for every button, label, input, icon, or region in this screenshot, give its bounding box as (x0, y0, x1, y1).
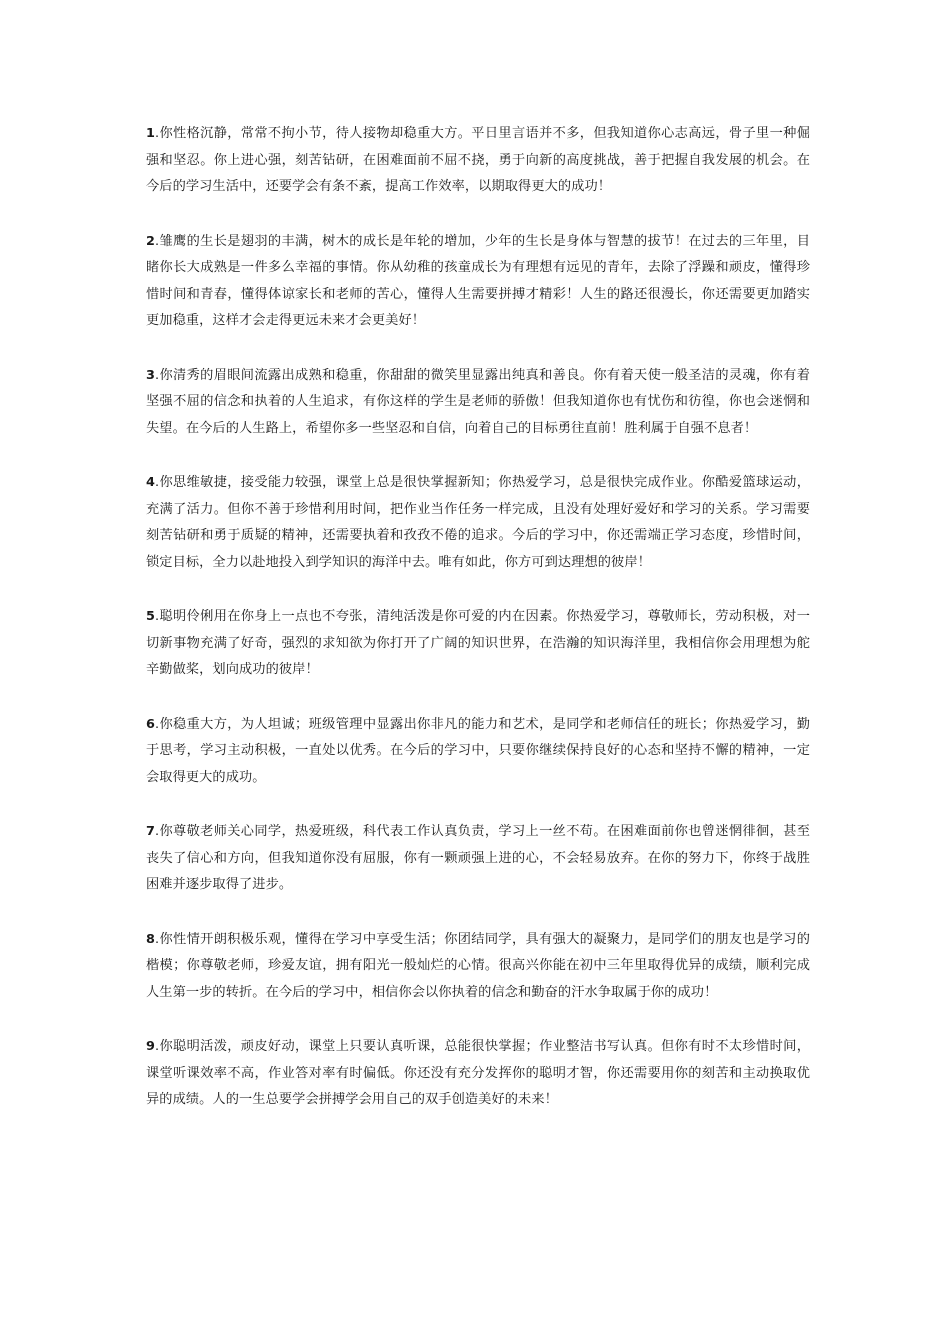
comment-paragraph-5: 5.聪明伶俐用在你身上一点也不夸张，清纯活泼是你可爱的内在因素。你热爱学习，尊敬师长，劳动积极，对一切新事物充满了好奇，强烈的求知欲为你打开了广阔的知识世界，在浩瀚的知识海洋里，我相信你会用理想为舵辛勤做桨，划向成功的彼岸！ (146, 609, 810, 677)
comment-paragraph-3: 3.你清秀的眉眼间流露出成熟和稳重，你甜甜的微笑里显露出纯真和善良。你有着天使一般圣洁的灵魂，你有着坚强不屈的信念和执着的人生追求，有你这样的学生是老师的骄傲！但我知道你也有忧伤和彷徨，你也会迷惘和失望。在今后的人生路上，希望你多一些坚忍和自信，向着自己的目标勇往直前！胜利属于自强不息者！ (146, 367, 810, 436)
paragraph-number: 7 (146, 824, 156, 839)
paragraph-number: 1 (146, 126, 156, 141)
paragraph-text: 你尊敬老师关心同学，热爱班级，科代表工作认真负责，学习上一丝不苟。在困难面前你也曾迷惘徘徊，甚至丧失了信心和方向，但我知道你没有屈服，你有一颗顽强上进的心，不会轻易放弃。在你的努力下，你终于战胜困难并逐步取得了进步。 (146, 824, 810, 892)
comment-paragraph-8: 8.你性情开朗积极乐观，懂得在学习中享受生活；你团结同学，具有强大的凝聚力，是同学们的朋友也是学习的楷模；你尊敬老师，珍爱友谊，拥有阳光一般灿烂的心情。很高兴你能在初中三年里取得优异的成绩，顺利完成人生第一步的转折。在今后的学习中，相信你会以你执着的信念和勤奋的汗水争取属于你的成功！ (146, 931, 810, 1000)
comment-paragraph-7: 7.你尊敬老师关心同学，热爱班级，科代表工作认真负责，学习上一丝不苟。在困难面前你也曾迷惘徘徊，甚至丧失了信心和方向，但我知道你没有屈服，你有一颗顽强上进的心，不会轻易放弃。在你的努力下，你终于战胜困难并逐步取得了进步。 (146, 824, 810, 892)
paragraph-text: 你清秀的眉眼间流露出成熟和稳重，你甜甜的微笑里显露出纯真和善良。你有着天使一般圣洁的灵魂，你有着坚强不屈的信念和执着的人生追求，有你这样的学生是老师的骄傲！但我知道你也有忧伤和彷徨，你也会迷惘和失望。在今后的人生路上，希望你多一些坚忍和自信，向着自己的目标勇往直前！胜利属于自强不息者！ (146, 367, 810, 436)
paragraph-number: 4 (146, 475, 156, 490)
comment-paragraph-6: 6.你稳重大方，为人坦诚；班级管理中显露出你非凡的能力和艺术，是同学和老师信任的班长；你热爱学习，勤于思考，学习主动积极，一直处以优秀。在今后的学习中，只要你继续保持良好的心态和坚持不懈的精神，一定会取得更大的成功。 (146, 716, 810, 785)
paragraph-number: 6 (146, 716, 156, 732)
paragraph-text: 雏鹰的生长是翅羽的丰满，树木的成长是年轮的增加，少年的生长是身体与智慧的拔节！在过去的三年里，目睹你长大成熟是一件多么幸福的事情。你从幼稚的孩童成长为有理想有远见的青年，去除了浮躁和顽皮，懂得珍惜时间和青春，懂得体谅家长和老师的苦心，懂得人生需要拼搏才精彩！人生的路还很漫长，你还需要更加踏实更加稳重，这样才会走得更远未来才会更美好！ (146, 233, 810, 328)
document-body (146, 121, 810, 1142)
paragraph-number: 5 (146, 609, 156, 624)
paragraph-text: 你性格沉静，常常不拘小节，待人接物却稳重大方。平日里言语并不多，但我知道你心志高远，骨子里一种倔强和坚忍。你上进心强，刻苦钻研，在困难面前不屈不挠，勇于向新的高度挑战，善于把握自我发展的机会。在今后的学习生活中，还要学会有条不紊，提高工作效率，以期取得更大的成功！ (146, 126, 810, 194)
comment-paragraph-1: 1.你性格沉静，常常不拘小节，待人接物却稳重大方。平日里言语并不多，但我知道你心志高远，骨子里一种倔强和坚忍。你上进心强，刻苦钻研，在困难面前不屈不挠，勇于向新的高度挑战，善于把握自我发展的机会。在今后的学习生活中，还要学会有条不紊，提高工作效率，以期取得更大的成功！ (146, 126, 810, 194)
paragraph-number: 9 (146, 1039, 156, 1054)
comment-paragraph-4: 4.你思维敏捷，接受能力较强，课堂上总是很快掌握新知；你热爱学习，总是很快完成作业。你酷爱篮球运动，充满了活力。但你不善于珍惜利用时间，把作业当作任务一样完成，且没有处理好爱好和学习的关系。学习需要刻苦钻研和勇于质疑的精神，还需要执着和孜孜不倦的追求。今后的学习中，你还需端正学习态度，珍惜时间，锁定目标，全力以赴地投入到学知识的海洋中去。唯有如此，你方可到达理想的彼岸！ (146, 475, 810, 570)
paragraph-text: 你稳重大方，为人坦诚；班级管理中显露出你非凡的能力和艺术，是同学和老师信任的班长；你热爱学习，勤于思考，学习主动积极，一直处以优秀。在今后的学习中，只要你继续保持良好的心态和坚持不懈的精神，一定会取得更大的成功。 (146, 716, 810, 785)
paragraph-number: 3 (146, 367, 156, 383)
paragraph-text: 你思维敏捷，接受能力较强，课堂上总是很快掌握新知；你热爱学习，总是很快完成作业。你酷爱篮球运动，充满了活力。但你不善于珍惜利用时间，把作业当作任务一样完成，且没有处理好爱好和学习的关系。学习需要刻苦钻研和勇于质疑的精神，还需要执着和孜孜不倦的追求。今后的学习中，你还需端正学习态度，珍惜时间，锁定目标，全力以赴地投入到学知识的海洋中去。唯有如此，你方可到达理想的彼岸！ (146, 475, 810, 570)
paragraph-text: 聪明伶俐用在你身上一点也不夸张，清纯活泼是你可爱的内在因素。你热爱学习，尊敬师长，劳动积极，对一切新事物充满了好奇，强烈的求知欲为你打开了广阔的知识世界，在浩瀚的知识海洋里，我相信你会用理想为舵辛勤做桨，划向成功的彼岸！ (146, 609, 810, 677)
comment-paragraph-9: 9.你聪明活泼，顽皮好动，课堂上只要认真听课，总能很快掌握；作业整洁书写认真。但你有时不太珍惜时间，课堂听课效率不高，作业答对率有时偏低。你还没有充分发挥你的聪明才智，你还需要用你的刻苦和主动换取优异的成绩。人的一生总要学会拼搏学会用自己的双手创造美好的未来！ (146, 1039, 810, 1107)
paragraph-text: 你聪明活泼，顽皮好动，课堂上只要认真听课，总能很快掌握；作业整洁书写认真。但你有时不太珍惜时间，课堂听课效率不高，作业答对率有时偏低。你还没有充分发挥你的聪明才智，你还需要用你的刻苦和主动换取优异的成绩。人的一生总要学会拼搏学会用自己的双手创造美好的未来！ (146, 1039, 810, 1107)
comment-paragraph-2: 2.雏鹰的生长是翅羽的丰满，树木的成长是年轮的增加，少年的生长是身体与智慧的拔节！在过去的三年里，目睹你长大成熟是一件多么幸福的事情。你从幼稚的孩童成长为有理想有远见的青年，去除了浮躁和顽皮，懂得珍惜时间和青春，懂得体谅家长和老师的苦心，懂得人生需要拼搏才精彩！人生的路还很漫长，你还需要更加踏实更加稳重，这样才会走得更远未来才会更美好！ (146, 233, 810, 328)
paragraph-text: 你性情开朗积极乐观，懂得在学习中享受生活；你团结同学，具有强大的凝聚力，是同学们的朋友也是学习的楷模；你尊敬老师，珍爱友谊，拥有阳光一般灿烂的心情。很高兴你能在初中三年里取得优异的成绩，顺利完成人生第一步的转折。在今后的学习中，相信你会以你执着的信念和勤奋的汗水争取属于你的成功！ (146, 931, 810, 1000)
paragraph-number: 8 (146, 931, 156, 947)
paragraph-number: 2 (146, 233, 156, 249)
